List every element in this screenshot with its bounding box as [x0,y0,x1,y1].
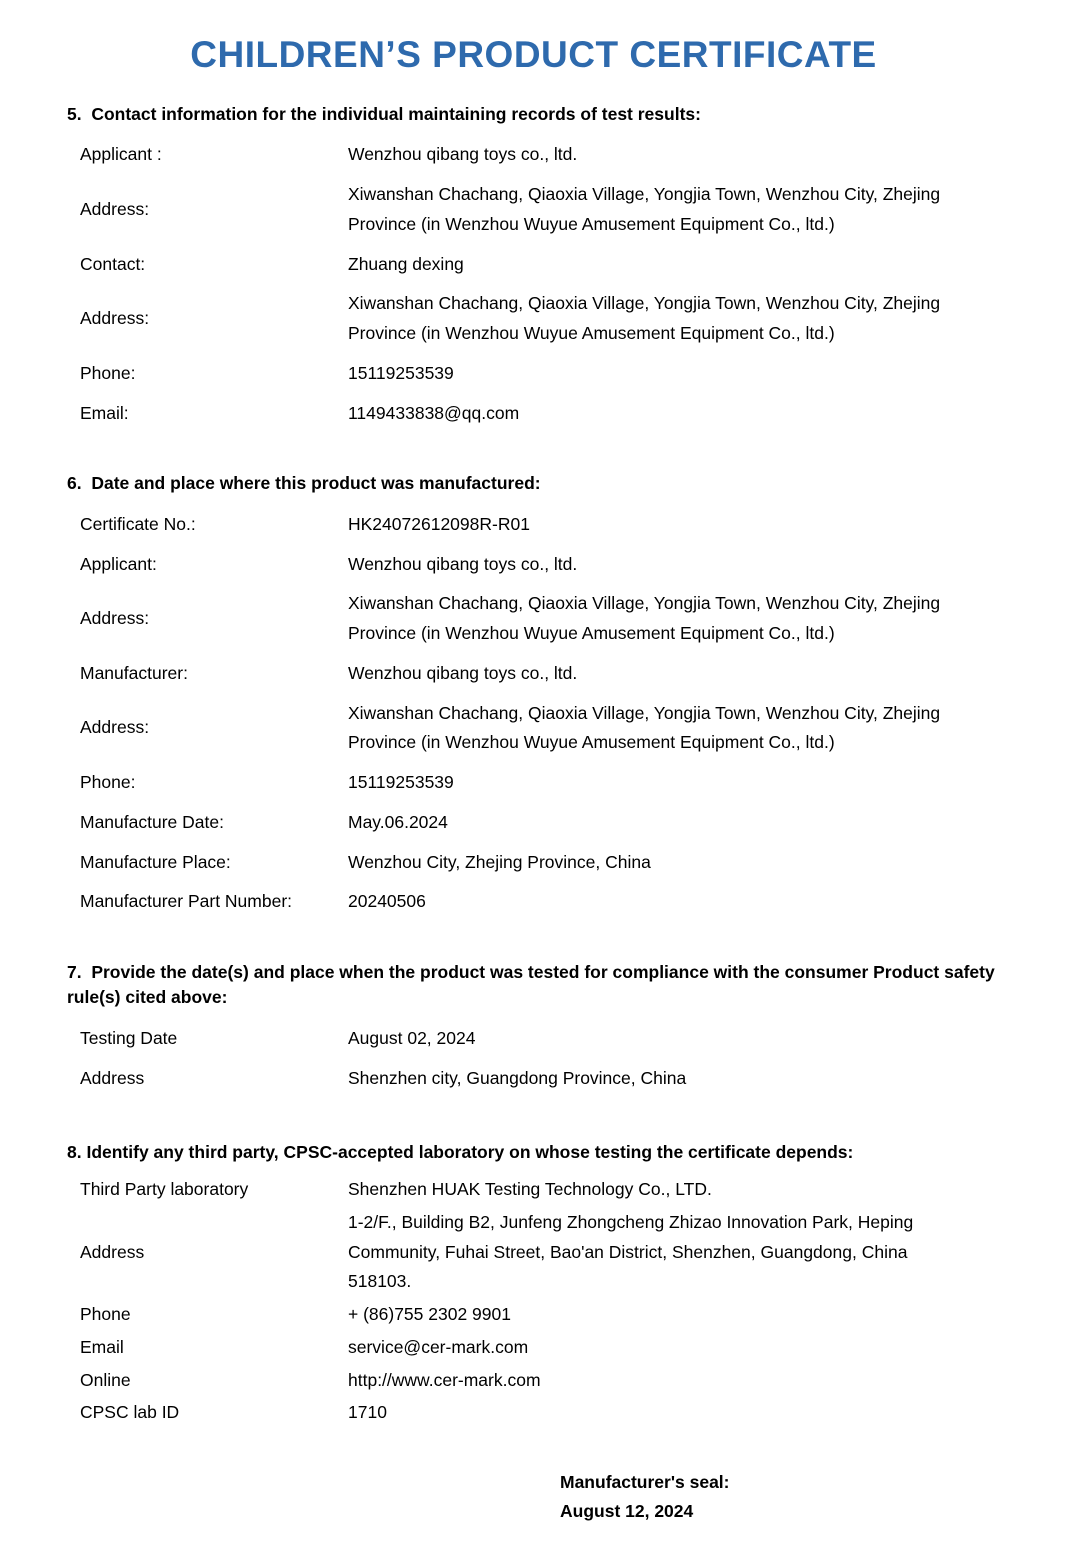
field-row-testing-date [80,1019,1000,1059]
field-value: http://www.cer-mark.com [348,1369,541,1390]
section-6-rows [67,505,1000,922]
manufacturer-seal-block [560,1468,1000,1526]
field-row-address [80,584,1000,654]
field-label: Address [80,1067,145,1088]
field-row-phone [80,354,1000,394]
field-value: Wenzhou qibang toys co., ltd. [348,662,578,683]
field-row-certificate-no [80,505,1000,545]
field-row-contact [80,245,1000,285]
field-label: CPSC lab ID [80,1402,180,1423]
field-label: Manufacture Date: [80,811,224,832]
field-value: Wenzhou qibang toys co., ltd. [348,144,578,165]
field-label: Address [80,1241,145,1262]
section-6-heading: 6. Date and place where this product was manufactured: [67,473,541,494]
field-label: Applicant : [80,144,162,165]
field-row-applicant [80,135,1000,175]
field-label: Certificate No.: [80,513,196,534]
section-7-rows [67,1019,1000,1099]
field-row-address [80,694,1000,764]
field-value: Xiwanshan Chachang, Qiaoxia Village, Yongjia Town, Wenzhou City, Zhejing Province (in Wenzhou Wuyue Amusement Equipment Co., ltd.) [348,593,941,643]
field-label: Phone: [80,362,136,383]
section-7-heading: 7. Provide the date(s) and place when the product was tested for compliance with the consumer Product safety rule(s) cited above: [67,962,1000,1008]
field-label: Manufacturer Part Number: [80,891,293,912]
field-label: Third Party laboratory [80,1179,249,1200]
field-value: 1149433838@qq.com [348,402,520,423]
field-row-email [80,394,1000,434]
field-value: + (86)755 2302 9901 [348,1304,511,1325]
seal-label: Manufacturer's seal: [560,1471,730,1492]
field-label: Online [80,1369,131,1390]
field-row-manufacturer [80,654,1000,694]
section-manufacture-date-place [67,471,1000,922]
field-label: Applicant: [80,553,157,574]
page-title: CHILDREN’S PRODUCT CERTIFICATE [190,34,877,75]
field-value: Xiwanshan Chachang, Qiaoxia Village, Yongjia Town, Wenzhou City, Zhejing Province (in Wenzhou Wuyue Amusement Equipment Co., ltd.) [348,293,941,344]
section-testing-date-place [67,960,1000,1098]
field-label: Phone: [80,772,136,792]
section-8-rows [67,1174,1000,1430]
field-row-address [80,175,1000,245]
field-label: Address: [80,717,150,738]
field-value: Shenzhen HUAK Testing Technology Co., LTD. [348,1179,712,1200]
field-value: Shenzhen city, Guangdong Province, China [348,1067,687,1088]
field-row-phone [80,763,1000,803]
field-value: May.06.2024 [348,811,448,832]
field-label: Contact: [80,253,146,274]
field-label: Testing Date [80,1027,178,1048]
field-row-address [80,1059,1000,1099]
field-value: service@cer-mark.com [348,1336,529,1357]
field-row-address [80,284,1000,354]
field-value: 15119253539 [348,772,454,792]
field-value: 20240506 [348,891,426,912]
field-row-email [80,1331,1000,1364]
field-row-part-number [80,882,1000,922]
field-label: Address: [80,608,150,629]
field-value: 1710 [348,1402,387,1423]
seal-date: August 12, 2024 [560,1500,694,1521]
field-row-phone [80,1299,1000,1332]
field-label: Email: [80,402,129,423]
section-contact-information [67,102,1000,433]
field-value: 1-2/F., Building B2, Junfeng Zhongcheng Zhizao Innovation Park, Heping Community, Fuhai Street, Bao'an District, Shenzhen, Guangdong, China 518103. [348,1211,914,1292]
field-row-applicant [80,545,1000,585]
field-label: Manufacture Place: [80,851,231,872]
field-value: Xiwanshan Chachang, Qiaoxia Village, Yongjia Town, Wenzhou City, Zhejing Province (in Wenzhou Wuyue Amusement Equipment Co., ltd.) [348,184,941,234]
field-label: Address: [80,199,150,219]
field-value: Zhuang dexing [348,253,464,274]
field-value: Wenzhou qibang toys co., ltd. [348,553,578,574]
field-label: Manufacturer: [80,662,188,683]
field-value: August 02, 2024 [348,1027,476,1048]
field-value: HK24072612098R-R01 [348,513,530,534]
field-label: Phone [80,1304,131,1325]
section-third-party-laboratory [67,1140,1000,1429]
field-label: Email [80,1336,124,1357]
field-row-online [80,1364,1000,1397]
field-label: Address: [80,308,150,329]
field-value: 15119253539 [348,362,454,383]
field-row-manufacture-date [80,803,1000,843]
section-5-heading: 5. Contact information for the individual maintaining records of test results: [67,104,701,124]
field-row-address [80,1206,1000,1298]
section-5-rows [67,135,1000,433]
field-row-third-party-lab [80,1174,1000,1207]
field-row-manufacture-place [80,843,1000,883]
field-value: Wenzhou City, Zhejing Province, China [348,851,651,872]
field-row-cpsc-lab-id [80,1397,1000,1430]
field-value: Xiwanshan Chachang, Qiaoxia Village, Yongjia Town, Wenzhou City, Zhejing Province (in Wenzhou Wuyue Amusement Equipment Co., ltd.) [348,702,941,753]
section-8-heading: 8. Identify any third party, CPSC-accepted laboratory on whose testing the certificate depends: [67,1142,854,1163]
